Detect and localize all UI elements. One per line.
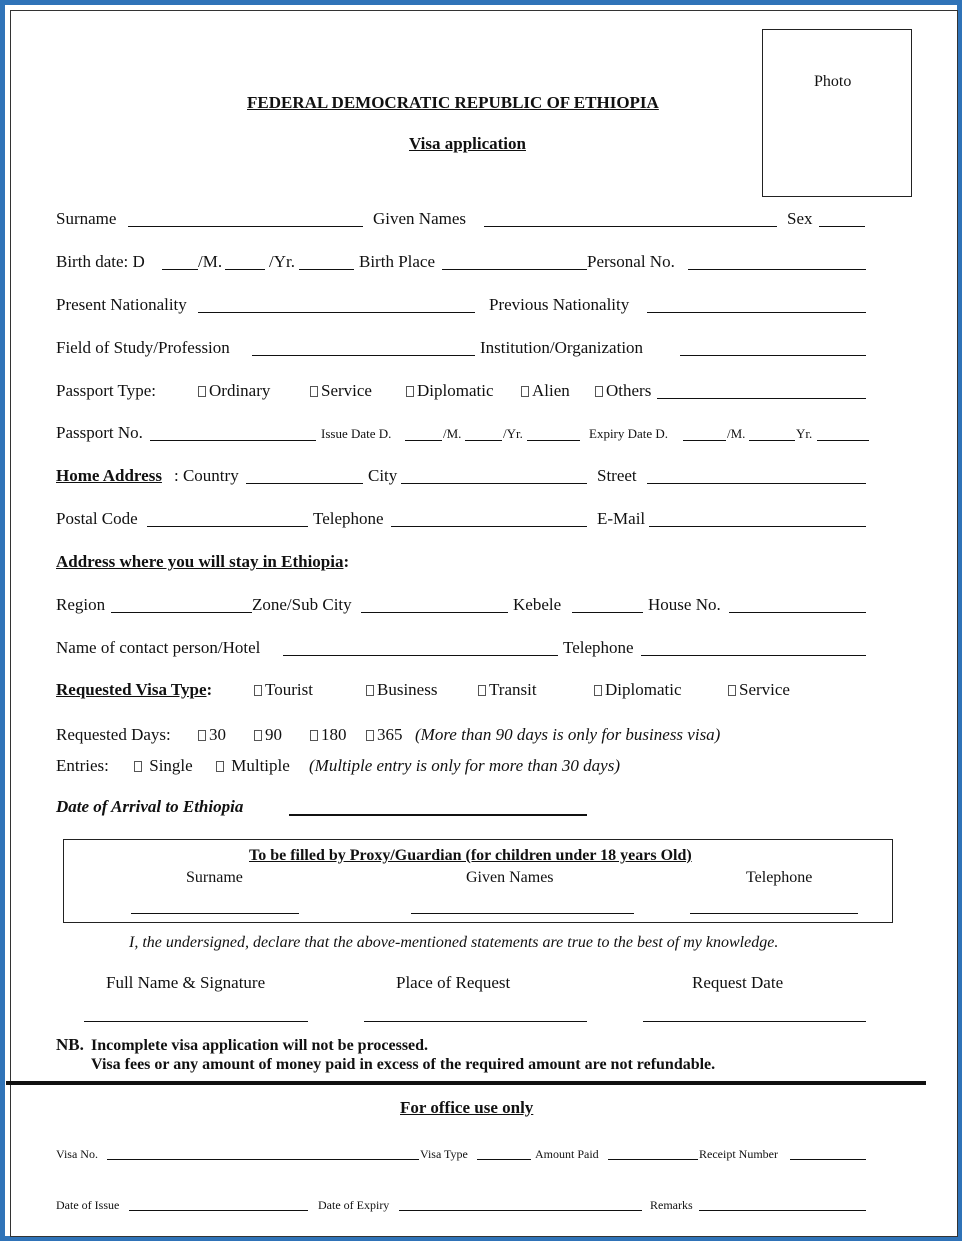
date-of-expiry-field[interactable] bbox=[399, 1210, 642, 1211]
previous-nationality-field[interactable] bbox=[647, 312, 866, 313]
days-180[interactable] bbox=[310, 725, 347, 745]
checkbox-icon[interactable] bbox=[310, 730, 318, 741]
city-field[interactable] bbox=[401, 483, 587, 484]
option-label: Multiple bbox=[231, 756, 290, 775]
proxy-given-names-label: Given Names bbox=[466, 869, 554, 886]
visa-type-heading-text: Requested Visa Type bbox=[56, 680, 207, 699]
heading-colon: : bbox=[343, 552, 350, 571]
arrival-field[interactable] bbox=[289, 814, 587, 816]
checkbox-icon[interactable] bbox=[198, 730, 206, 741]
expiry-day-field[interactable] bbox=[683, 440, 726, 441]
checkbox-icon[interactable] bbox=[406, 386, 414, 397]
heading-colon: : bbox=[206, 680, 213, 699]
option-label: Diplomatic bbox=[605, 680, 682, 699]
expiry-month-label: /M. bbox=[727, 426, 746, 441]
passport-type-service[interactable] bbox=[310, 381, 372, 401]
kebele-label: Kebele bbox=[513, 595, 562, 614]
issue-year-field[interactable] bbox=[527, 440, 580, 441]
house-no-label: House No. bbox=[648, 595, 721, 614]
issue-month-label: /M. bbox=[443, 426, 462, 441]
kebele-field[interactable] bbox=[572, 612, 643, 613]
passport-no-label: Passport No. bbox=[56, 423, 143, 442]
country-field[interactable] bbox=[246, 483, 363, 484]
receipt-number-field[interactable] bbox=[790, 1159, 866, 1160]
street-label: Street bbox=[597, 466, 637, 485]
checkbox-icon[interactable] bbox=[254, 730, 262, 741]
checkbox-icon[interactable] bbox=[478, 685, 486, 696]
nb-label: NB. bbox=[56, 1035, 84, 1054]
amount-paid-label: Amount Paid bbox=[535, 1147, 599, 1161]
zone-field[interactable] bbox=[361, 612, 508, 613]
postal-code-field[interactable] bbox=[147, 526, 308, 527]
request-date-label: Request Date bbox=[692, 973, 784, 992]
contact-label: Name of contact person/Hotel bbox=[56, 638, 261, 657]
institution-label: Institution/Organization bbox=[480, 338, 644, 357]
field-of-study-field[interactable] bbox=[252, 355, 475, 356]
field-of-study-label: Field of Study/Profession bbox=[56, 338, 230, 357]
visa-type-service[interactable] bbox=[728, 680, 790, 700]
personal-no-field[interactable] bbox=[688, 269, 866, 270]
checkbox-icon[interactable] bbox=[595, 386, 603, 397]
checkbox-icon[interactable] bbox=[728, 685, 736, 696]
checkbox-icon[interactable] bbox=[366, 685, 374, 696]
checkbox-icon[interactable] bbox=[366, 730, 374, 741]
date-of-issue-label: Date of Issue bbox=[56, 1198, 120, 1212]
entries-multiple[interactable] bbox=[216, 756, 290, 776]
surname-field[interactable] bbox=[128, 226, 363, 227]
ethiopia-address-heading-text: Address where you will stay in Ethiopia bbox=[56, 552, 344, 571]
city-label: City bbox=[368, 466, 398, 485]
proxy-surname-label: Surname bbox=[186, 869, 243, 886]
passport-type-alien[interactable] bbox=[521, 381, 570, 401]
option-label: Ordinary bbox=[209, 381, 271, 400]
entries-single[interactable] bbox=[134, 756, 193, 776]
amount-paid-field[interactable] bbox=[608, 1159, 698, 1160]
visa-no-field[interactable] bbox=[107, 1159, 419, 1160]
passport-type-diplomatic[interactable] bbox=[406, 381, 493, 401]
expiry-month-field[interactable] bbox=[749, 440, 795, 441]
visa-type-business[interactable] bbox=[366, 680, 437, 700]
proxy-telephone-field[interactable] bbox=[690, 913, 858, 914]
passport-others-field[interactable] bbox=[657, 398, 866, 399]
option-label: Tourist bbox=[265, 680, 313, 699]
region-field[interactable] bbox=[111, 612, 252, 613]
proxy-telephone-label: Telephone bbox=[746, 869, 813, 886]
office-visa-type-label: Visa Type bbox=[420, 1147, 468, 1161]
checkbox-icon[interactable] bbox=[594, 685, 602, 696]
form-title: Visa application bbox=[409, 134, 526, 153]
postal-code-label: Postal Code bbox=[56, 509, 138, 528]
sex-label: Sex bbox=[787, 209, 813, 228]
country-label: : Country bbox=[174, 466, 239, 485]
requested-days-label: Requested Days: bbox=[56, 725, 171, 744]
option-label: Transit bbox=[489, 680, 537, 699]
option-label: Alien bbox=[532, 381, 570, 400]
option-label: Business bbox=[377, 680, 438, 699]
issue-year-label: /Yr. bbox=[503, 426, 523, 441]
telephone-field[interactable] bbox=[391, 526, 587, 527]
date-of-issue-field[interactable] bbox=[129, 1210, 308, 1211]
visa-type-diplomatic[interactable] bbox=[594, 680, 681, 700]
entries-note: (Multiple entry is only for more than 30 days) bbox=[309, 756, 620, 775]
proxy-given-names-field[interactable] bbox=[411, 913, 634, 914]
days-365[interactable] bbox=[366, 725, 403, 745]
ethiopia-address-heading bbox=[56, 552, 349, 572]
email-label: E-Mail bbox=[597, 509, 646, 528]
contact-telephone-field[interactable] bbox=[641, 655, 866, 656]
given-names-field[interactable] bbox=[484, 226, 777, 227]
arrival-label: Date of Arrival to Ethiopia bbox=[56, 797, 244, 816]
house-no-field[interactable] bbox=[729, 612, 866, 613]
passport-type-others[interactable] bbox=[595, 381, 651, 401]
birth-day-field[interactable] bbox=[162, 269, 198, 270]
checkbox-icon[interactable] bbox=[134, 761, 142, 772]
declaration-text: I, the undersigned, declare that the above-mentioned statements are true to the best of my knowledge. bbox=[129, 934, 779, 951]
email-field[interactable] bbox=[649, 526, 866, 527]
birth-place-field[interactable] bbox=[442, 269, 587, 270]
option-label: 30 bbox=[209, 725, 226, 744]
option-label: 180 bbox=[321, 725, 347, 744]
checkbox-icon[interactable] bbox=[198, 386, 206, 397]
option-label: 365 bbox=[377, 725, 403, 744]
proxy-surname-field[interactable] bbox=[131, 913, 299, 914]
checkbox-icon[interactable] bbox=[254, 685, 262, 696]
days-30[interactable] bbox=[198, 725, 226, 745]
office-use-heading: For office use only bbox=[400, 1098, 534, 1117]
option-label: Single bbox=[149, 756, 193, 775]
birth-month-label: /M. bbox=[198, 252, 223, 271]
note-line-1: Incomplete visa application will not be processed. bbox=[91, 1037, 429, 1054]
section-divider bbox=[6, 1081, 926, 1085]
entries-label: Entries: bbox=[56, 756, 109, 775]
present-nationality-label: Present Nationality bbox=[56, 295, 187, 314]
full-name-label: Full Name & Signature bbox=[106, 973, 266, 992]
country-title: FEDERAL DEMOCRATIC REPUBLIC OF ETHIOPIA bbox=[247, 93, 659, 112]
full-name-field[interactable] bbox=[84, 1021, 308, 1022]
given-names-label: Given Names bbox=[373, 209, 467, 228]
checkbox-icon[interactable] bbox=[216, 761, 224, 772]
request-date-field[interactable] bbox=[643, 1021, 866, 1022]
region-label: Region bbox=[56, 595, 106, 614]
remarks-field[interactable] bbox=[699, 1210, 866, 1211]
photo-label: Photo bbox=[814, 73, 852, 90]
issue-day-field[interactable] bbox=[405, 440, 442, 441]
passport-type-label: Passport Type: bbox=[56, 381, 157, 400]
sex-field[interactable] bbox=[819, 226, 865, 227]
proxy-heading: To be filled by Proxy/Guardian (for children under 18 years Old) bbox=[249, 847, 692, 864]
place-of-request-label: Place of Request bbox=[396, 973, 511, 992]
days-note: (More than 90 days is only for business visa) bbox=[415, 725, 721, 744]
birth-month-field[interactable] bbox=[225, 269, 265, 270]
expiry-date-label: Expiry Date D. bbox=[589, 426, 669, 441]
street-field[interactable] bbox=[647, 483, 866, 484]
surname-label: Surname bbox=[56, 209, 117, 228]
birth-year-field[interactable] bbox=[299, 269, 354, 270]
visa-type-transit[interactable] bbox=[478, 680, 537, 700]
issue-date-label: Issue Date D. bbox=[321, 426, 392, 441]
expiry-year-field[interactable] bbox=[817, 440, 869, 441]
telephone-label: Telephone bbox=[313, 509, 384, 528]
home-address-heading: Home Address bbox=[56, 466, 162, 485]
expiry-year-label: Yr. bbox=[796, 426, 813, 441]
birth-year-label: /Yr. bbox=[269, 252, 295, 271]
place-of-request-field[interactable] bbox=[364, 1021, 587, 1022]
option-label: Service bbox=[739, 680, 790, 699]
contact-field[interactable] bbox=[283, 655, 558, 656]
days-90[interactable] bbox=[254, 725, 282, 745]
zone-label: Zone/Sub City bbox=[252, 595, 352, 614]
birth-place-label: Birth Place bbox=[359, 252, 436, 271]
receipt-number-label: Receipt Number bbox=[699, 1147, 778, 1161]
visa-no-label: Visa No. bbox=[56, 1147, 98, 1161]
option-label: Diplomatic bbox=[417, 381, 494, 400]
checkbox-icon[interactable] bbox=[310, 386, 318, 397]
note-line-2: Visa fees or any amount of money paid in excess of the required amount are not refundable. bbox=[91, 1056, 716, 1073]
issue-month-field[interactable] bbox=[465, 440, 502, 441]
option-label: 90 bbox=[265, 725, 282, 744]
option-label: Service bbox=[321, 381, 372, 400]
personal-no-label: Personal No. bbox=[587, 252, 675, 271]
present-nationality-field[interactable] bbox=[198, 312, 475, 313]
option-label: Others bbox=[606, 381, 652, 400]
institution-field[interactable] bbox=[680, 355, 866, 356]
checkbox-icon[interactable] bbox=[521, 386, 529, 397]
passport-no-field[interactable] bbox=[150, 440, 316, 441]
photo-box[interactable] bbox=[762, 29, 912, 197]
office-visa-type-field[interactable] bbox=[477, 1159, 531, 1160]
contact-telephone-label: Telephone bbox=[563, 638, 634, 657]
passport-type-ordinary[interactable] bbox=[198, 381, 270, 401]
remarks-label: Remarks bbox=[650, 1198, 693, 1212]
birth-date-label: Birth date: D bbox=[56, 252, 145, 271]
date-of-expiry-label: Date of Expiry bbox=[318, 1198, 390, 1212]
previous-nationality-label: Previous Nationality bbox=[489, 295, 630, 314]
visa-type-tourist[interactable] bbox=[254, 680, 313, 700]
visa-type-heading bbox=[56, 680, 212, 700]
